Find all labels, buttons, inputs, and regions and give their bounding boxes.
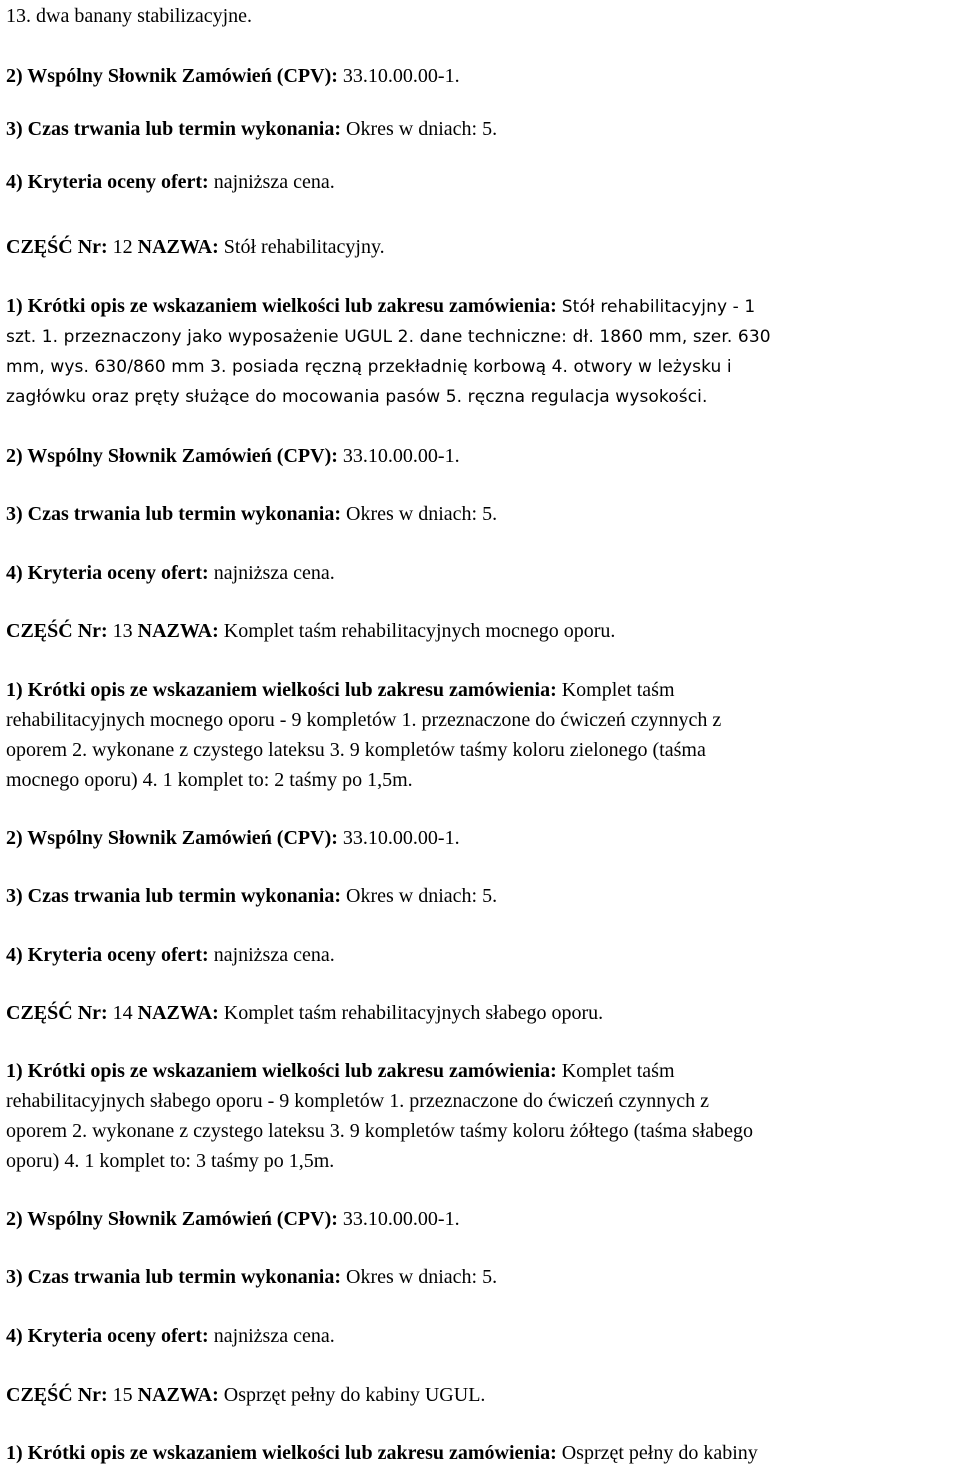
part-number: 13 bbox=[112, 620, 133, 642]
criteria-line bbox=[6, 167, 335, 197]
part-15-description bbox=[6, 1438, 958, 1468]
criteria-label: 4) Kryteria oceny ofert: bbox=[6, 562, 209, 584]
part-12-heading bbox=[6, 232, 385, 262]
cpv-line bbox=[6, 823, 460, 853]
cpv-label: 2) Wspólny Słownik Zamówień (CPV): bbox=[6, 827, 338, 849]
criteria-value: najniższa cena. bbox=[213, 562, 335, 584]
time-line bbox=[6, 881, 497, 911]
desc-line: mocnego oporu) 4. 1 komplet to: 2 taśmy po 1,5m. bbox=[6, 769, 413, 791]
criteria-value: najniższa cena. bbox=[213, 944, 335, 966]
part-number: 15 bbox=[112, 1384, 133, 1406]
desc-line: oporem 2. wykonane z czystego lateksu 3. 9 kompletów taśmy koloru zielonego (taśma bbox=[6, 739, 706, 761]
desc-label: 1) Krótki opis ze wskazaniem wielkości lub zakresu zamówienia: bbox=[6, 1060, 557, 1082]
desc-text: Komplet taśm bbox=[561, 679, 675, 701]
time-value: Okres w dniach: 5. bbox=[346, 503, 498, 525]
criteria-label: 4) Kryteria oceny ofert: bbox=[6, 171, 209, 193]
part-name: Komplet taśm rehabilitacyjnych mocnego oporu. bbox=[223, 620, 616, 642]
part-13-heading bbox=[6, 616, 615, 646]
part-14-heading bbox=[6, 998, 603, 1028]
criteria-line bbox=[6, 558, 335, 588]
part-label: CZĘŚĆ Nr: bbox=[6, 236, 108, 258]
desc-line: mm, wys. 630/860 mm 3. posiada ręczną przekładnię korbową 4. otwory w leżysku i bbox=[6, 357, 732, 377]
cpv-label: 2) Wspólny Słownik Zamówień (CPV): bbox=[6, 1208, 338, 1230]
name-label: NAZWA: bbox=[137, 1384, 219, 1406]
time-line bbox=[6, 499, 497, 529]
name-label: NAZWA: bbox=[137, 236, 219, 258]
name-label: NAZWA: bbox=[137, 620, 219, 642]
desc-label: 1) Krótki opis ze wskazaniem wielkości lub zakresu zamówienia: bbox=[6, 295, 557, 317]
part-15-heading bbox=[6, 1380, 485, 1410]
part-13-description bbox=[6, 675, 958, 705]
desc-label: 1) Krótki opis ze wskazaniem wielkości lub zakresu zamówienia: bbox=[6, 679, 557, 701]
item-text: 13. dwa banany stabilizacyjne. bbox=[6, 5, 253, 27]
criteria-line bbox=[6, 940, 335, 970]
desc-line: oporem 2. wykonane z czystego lateksu 3. 9 kompletów taśmy koloru żółtego (taśma słabego bbox=[6, 1120, 754, 1142]
time-line bbox=[6, 1262, 497, 1292]
name-label: NAZWA: bbox=[137, 1002, 219, 1024]
criteria-label: 4) Kryteria oceny ofert: bbox=[6, 1325, 209, 1347]
cpv-value: 33.10.00.00-1. bbox=[342, 65, 460, 87]
part-number: 14 bbox=[112, 1002, 133, 1024]
cpv-line bbox=[6, 1204, 460, 1234]
cpv-value: 33.10.00.00-1. bbox=[342, 827, 460, 849]
part-label: CZĘŚĆ Nr: bbox=[6, 1384, 108, 1406]
desc-line: zagłówku oraz pręty służące do mocowania pasów 5. ręczna regulacja wysokości. bbox=[6, 387, 708, 407]
part-label: CZĘŚĆ Nr: bbox=[6, 1002, 108, 1024]
cpv-label: 2) Wspólny Słownik Zamówień (CPV): bbox=[6, 65, 338, 87]
cpv-line bbox=[6, 61, 460, 91]
time-label: 3) Czas trwania lub termin wykonania: bbox=[6, 1266, 342, 1288]
part-12-description bbox=[6, 291, 958, 322]
criteria-value: najniższa cena. bbox=[213, 171, 335, 193]
desc-line: szt. 1. przeznaczony jako wyposażenie UGUL 2. dane techniczne: dł. 1860 mm, szer. 630 bbox=[6, 327, 771, 347]
part-number: 12 bbox=[112, 236, 133, 258]
time-label: 3) Czas trwania lub termin wykonania: bbox=[6, 118, 342, 140]
criteria-value: najniższa cena. bbox=[213, 1325, 335, 1347]
desc-text: Osprzęt pełny do kabiny bbox=[561, 1442, 758, 1464]
time-value: Okres w dniach: 5. bbox=[346, 885, 498, 907]
time-label: 3) Czas trwania lub termin wykonania: bbox=[6, 885, 342, 907]
cpv-value: 33.10.00.00-1. bbox=[342, 1208, 460, 1230]
desc-text: Stół rehabilitacyjny - 1 bbox=[561, 297, 756, 317]
desc-label: 1) Krótki opis ze wskazaniem wielkości lub zakresu zamówienia: bbox=[6, 1442, 557, 1464]
criteria-label: 4) Kryteria oceny ofert: bbox=[6, 944, 209, 966]
time-line bbox=[6, 114, 497, 144]
time-value: Okres w dniach: 5. bbox=[346, 118, 498, 140]
part-name: Osprzęt pełny do kabiny UGUL. bbox=[223, 1384, 486, 1406]
part-name: Komplet taśm rehabilitacyjnych słabego oporu. bbox=[223, 1002, 604, 1024]
desc-line: rehabilitacyjnych słabego oporu - 9 kompletów 1. przeznaczone do ćwiczeń czynnych z bbox=[6, 1090, 710, 1112]
time-value: Okres w dniach: 5. bbox=[346, 1266, 498, 1288]
cpv-label: 2) Wspólny Słownik Zamówień (CPV): bbox=[6, 445, 338, 467]
desc-text: Komplet taśm bbox=[561, 1060, 675, 1082]
criteria-line bbox=[6, 1321, 335, 1351]
item-13-line bbox=[6, 1, 958, 31]
desc-line: rehabilitacyjnych mocnego oporu - 9 kompletów 1. przeznaczone do ćwiczeń czynnych z bbox=[6, 709, 722, 731]
part-name: Stół rehabilitacyjny. bbox=[223, 236, 385, 258]
document-page bbox=[6, 1, 958, 1464]
part-14-description bbox=[6, 1056, 958, 1086]
cpv-line bbox=[6, 441, 460, 471]
cpv-value: 33.10.00.00-1. bbox=[342, 445, 460, 467]
desc-line: oporu) 4. 1 komplet to: 3 taśmy po 1,5m. bbox=[6, 1150, 335, 1172]
part-label: CZĘŚĆ Nr: bbox=[6, 620, 108, 642]
time-label: 3) Czas trwania lub termin wykonania: bbox=[6, 503, 342, 525]
